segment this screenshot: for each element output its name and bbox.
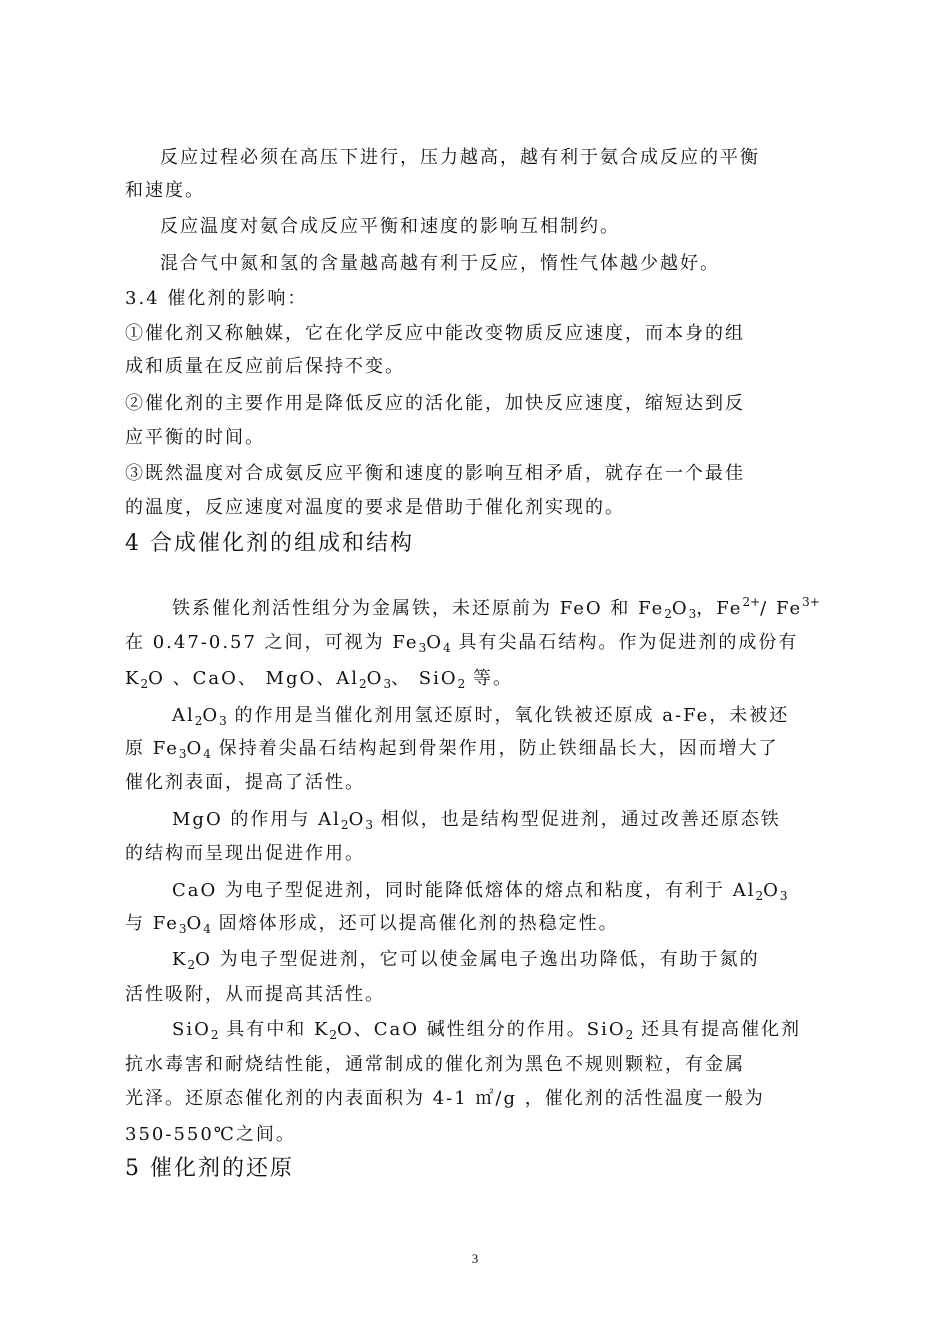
paragraph-line: 活性吸附，从而提高其活性。 [125,984,385,1005]
list-item-3-cont: 的温度，反应速度对温度的要求是借助于催化剂实现的。 [125,497,625,518]
paragraph-line: 催化剂表面，提高了活性。 [125,772,365,793]
paragraph-line: $Al_2O_3$ 的作用是当催化剂用氢还原时，氧化铁被还原成 a-Fe，未被还 [172,705,790,728]
paragraph-line: 铁系催化剂活性组分为金属铁，未还原前为 FeO 和 $Fe_2O_3$，$Fe^{2+}/$ $Fe^{3+}$ [172,595,820,621]
subheading-3-4: 3.4 催化剂的影响： [125,288,308,309]
list-item-1-cont: 成和质量在反应前后保持不变。 [125,356,405,377]
paragraph-line: 反应过程必须在高压下进行，压力越高，越有利于氨合成反应的平衡 [160,147,760,168]
paragraph-line: MgO 的作用与 $Al_2O_3$ 相似，也是结构型促进剂，通过改善还原态铁 [172,809,781,832]
paragraph-line: 反应温度对氨合成反应平衡和速度的影响互相制约。 [160,216,620,237]
paragraph-line: 原 $Fe_3O_4$ 保持着尖晶石结构起到骨架作用，防止铁细晶长大，因而增大了 [125,738,779,761]
paragraph-line: $K_2O$ 、CaO、 MgO、$Al_2O_3$、 SiO$_2$ 等。 [125,668,514,691]
paragraph-line: CaO 为电子型促进剂，同时能降低熔体的熔点和粘度，有利于 $Al_2O_3$ [172,880,788,903]
list-item-3: ③既然温度对合成氨反应平衡和速度的影响互相矛盾，就存在一个最佳 [125,463,745,484]
paragraph-line: 抗水毒害和耐烧结性能，通常制成的催化剂为黑色不规则颗粒，有金属 [125,1054,745,1075]
paragraph-line: 与 $Fe_3O_4$ 固熔体形成，还可以提高催化剂的热稳定性。 [125,913,619,936]
paragraph-line: SiO$_2$ 具有中和 $K_2O$、CaO 碱性组分的作用。SiO$_2$ 还具有提高催化剂 [172,1019,801,1042]
list-item-2-cont: 应平衡的时间。 [125,427,265,448]
section-heading-5: 5 催化剂的还原 [125,1156,294,1181]
paragraph-line: 的结构而呈现出促进作用。 [125,843,365,864]
list-item-2: ②催化剂的主要作用是降低反应的活化能，加快反应速度，缩短达到反 [125,393,745,414]
paragraph-line: 混合气中氮和氢的含量越高越有利于反应，惰性气体越少越好。 [160,253,720,274]
paragraph-line: $K_2O$ 为电子型促进剂，它可以使金属电子逸出功降低，有助于氮的 [172,949,760,972]
paragraph-line: 光泽。还原态催化剂的内表面积为 4-1 ㎡/g ，催化剂的活性温度一般为 [125,1088,765,1109]
page-number: 3 [471,1251,479,1266]
list-item-1: ①催化剂又称触媒，它在化学反应中能改变物质反应速度，而本身的组 [125,323,745,344]
paragraph-line: 在 0.47-0.57 之间，可视为 $Fe_3O_4$ 具有尖晶石结构。作为促进剂的成份有 [125,632,799,655]
section-heading-4: 4 合成催化剂的组成和结构 [125,531,414,556]
paragraph-line: 350-550℃之间。 [125,1124,296,1145]
paragraph-line: 和速度。 [125,180,205,201]
